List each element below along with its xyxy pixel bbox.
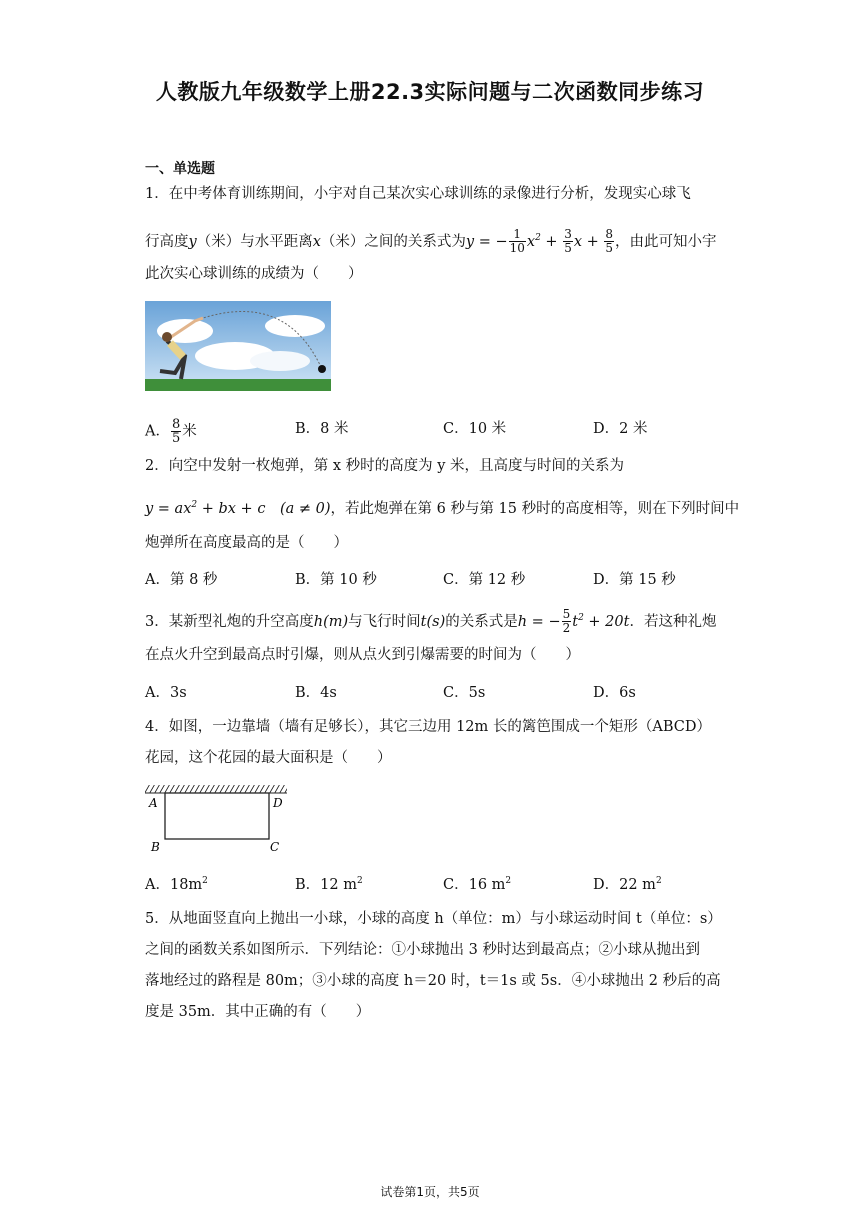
q5-line1: 5．从地面竖直向上抛出一小球，小球的高度 h（单位：m）与小球运动时间 t（单位：s） xyxy=(145,911,722,927)
q3-option-a[interactable]: A．3s xyxy=(145,685,187,701)
q2-line1: 2．向空中发射一枚炮弹，第 x 秒时的高度为 y 米，且高度与时间的关系为 xyxy=(145,458,625,474)
q1-option-b[interactable]: B．8 米 xyxy=(295,421,349,437)
q2-formula: $y = ax^2$ + bx + c (a ≠ 0) xyxy=(145,500,331,517)
q2-options xyxy=(145,568,705,592)
label-b: B xyxy=(151,840,160,854)
q1-option-c[interactable]: C．10 米 xyxy=(443,421,507,437)
page-footer: 试卷第1页，共5页 xyxy=(380,1185,480,1199)
q1-line3: 此次实心球训练的成绩为（ ） xyxy=(145,266,363,282)
q4-option-b[interactable]: B．12 $m^2$ xyxy=(295,876,363,893)
q3-formula: h = − $\frac{5}{2}$ $t^2 + 20t$ xyxy=(517,607,630,636)
q1-line1: 1．在中考体育训练期间，小宇对自己某次实心球训练的录像进行分析，发现实心球飞 xyxy=(145,186,691,202)
q2-option-b[interactable]: B．第 10 秒 xyxy=(295,572,377,588)
q1-line2: 行高度y（米）与水平距离x（米）之间的关系式为y = − $\frac{1}{10}$ $x^2$ + $\frac{3}{5}$ x + $\frac{8}{5}$ ，由此可知小宇 xyxy=(145,227,717,256)
q4-line1: 4．如图，一边靠墙（墙有足够长），其它三边用 12m 长的篱笆围成一个矩形（ABCD） xyxy=(145,719,712,735)
q4-options xyxy=(145,873,705,897)
q1-option-a[interactable]: A． $\frac{8}{5}$ 米 xyxy=(145,417,197,446)
q4-option-c[interactable]: C．16 $m^2$ xyxy=(443,876,512,893)
q1-formula: y = − $\frac{1}{10}$ $x^2$ + $\frac{3}{5}$ x + $\frac{8}{5}$ xyxy=(465,227,614,256)
rectangle-garden-diagram xyxy=(145,783,290,855)
label-c: C xyxy=(270,840,280,854)
q5-line2: 之间的函数关系如图所示．下列结论：①小球抛出 3 秒时达到最高点；②小球从抛出到 xyxy=(145,942,700,958)
label-d: D xyxy=(273,796,283,810)
shot-put-illustration xyxy=(145,301,331,391)
q1-option-d[interactable]: D．2 米 xyxy=(593,421,648,437)
q3-option-b[interactable]: B．4s xyxy=(295,685,337,701)
q3-line2: 在点火升空到最高点时引爆，则从点火到引爆需要的时间为（ ） xyxy=(145,647,580,663)
q2-option-a[interactable]: A．第 8 秒 xyxy=(145,572,218,588)
page-title: 人教版九年级数学上册22.3实际问题与二次函数同步练习 xyxy=(155,80,705,104)
q2-line3: 炮弹所在高度最高的是（ ） xyxy=(145,535,348,551)
label-a: A xyxy=(149,796,158,810)
q5-line3: 落地经过的路程是 80m；③小球的高度 h＝20 时，t＝1s 或 5s．④小球抛出 2 秒后的高 xyxy=(145,973,721,989)
q2-option-c[interactable]: C．第 12 秒 xyxy=(443,572,526,588)
q1-options xyxy=(145,412,705,446)
q3-h-unit: h(m) xyxy=(313,613,349,630)
q3-option-d[interactable]: D．6s xyxy=(593,685,636,701)
q4-option-a[interactable]: A．$18m^2$ xyxy=(145,876,208,893)
q3-option-c[interactable]: C．5s xyxy=(443,685,486,701)
q3-line1: 3．某新型礼炮的升空高度h(m)与飞行时间t(s)的关系式是h = − $\frac{5}{2}$ $t^2 + 20t$．若这种礼炮 xyxy=(145,607,717,636)
q2-option-d[interactable]: D．第 15 秒 xyxy=(593,572,676,588)
q3-t-unit: t(s) xyxy=(420,613,446,630)
q2-line2: $y = ax^2$ + bx + c (a ≠ 0)，若此炮弹在第 6 秒与第 15 秒时的高度相等，则在下列时间中 xyxy=(145,500,740,517)
q4-line2: 花园，这个花园的最大面积是（ ） xyxy=(145,750,392,766)
q3-options xyxy=(145,681,705,705)
section-heading: 一、单选题 xyxy=(145,161,215,177)
q5-line4: 度是 35m．其中正确的有（ ） xyxy=(145,1004,371,1020)
q4-option-d[interactable]: D．22 $m^2$ xyxy=(593,876,662,893)
